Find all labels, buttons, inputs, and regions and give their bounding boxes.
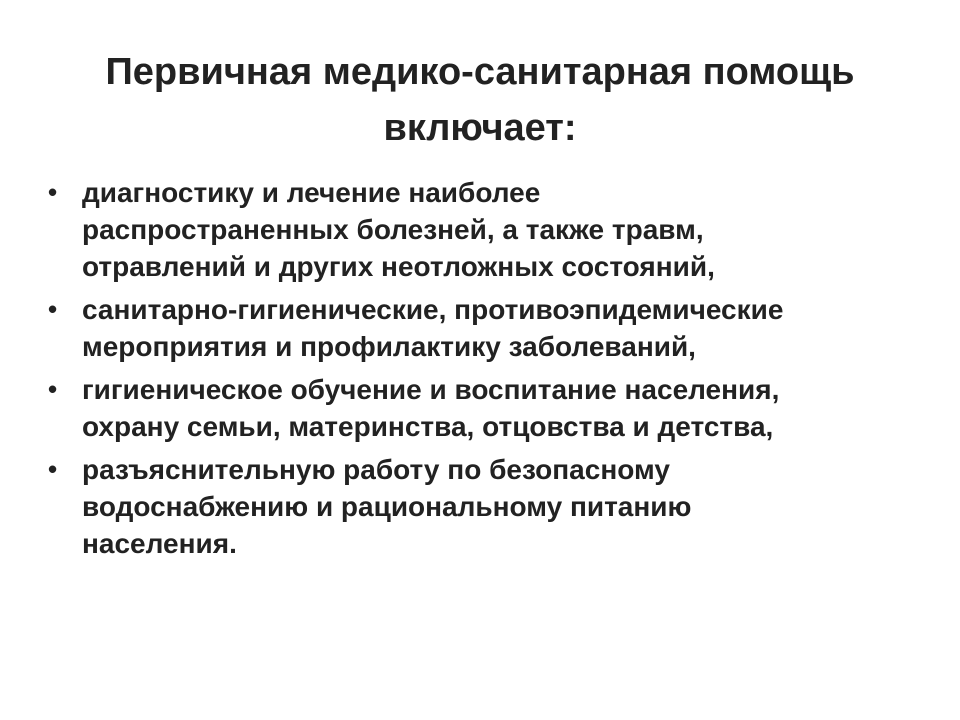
bullet-icon: • <box>48 177 58 207</box>
slide-title-line: Первичная медико-санитарная помощь <box>105 51 855 93</box>
bullet-line: водоснабжению и рациональному питанию <box>82 491 692 522</box>
slide-title <box>60 44 900 156</box>
bullet-item <box>48 174 928 285</box>
bullet-icon: • <box>48 294 58 324</box>
bullet-item <box>48 451 928 562</box>
bullet-line: охрану семьи, материнства, отцовства и детства, <box>82 411 774 442</box>
bullet-line: мероприятия и профилактику заболеваний, <box>82 331 696 362</box>
bullet-text <box>82 451 928 562</box>
bullet-line: распространенных болезней, а также травм, <box>82 214 704 245</box>
bullet-text <box>82 371 928 445</box>
bullet-item <box>48 371 928 445</box>
bullet-icon: • <box>48 374 58 404</box>
bullet-list <box>48 174 928 568</box>
bullet-text <box>82 174 928 285</box>
bullet-line: гигиеническое обучение и воспитание населения, <box>82 374 780 405</box>
bullet-text <box>82 291 928 365</box>
slide-title-line: включает: <box>383 107 577 149</box>
bullet-line: населения. <box>82 528 237 559</box>
bullet-line: отравлений и других неотложных состояний, <box>82 251 715 282</box>
bullet-icon: • <box>48 454 58 484</box>
bullet-item <box>48 291 928 365</box>
bullet-line: разъяснительную работу по безопасному <box>82 454 670 485</box>
bullet-line: санитарно-гигиенические, противоэпидемические <box>82 294 784 325</box>
bullet-line: диагностику и лечение наиболее <box>82 177 541 208</box>
